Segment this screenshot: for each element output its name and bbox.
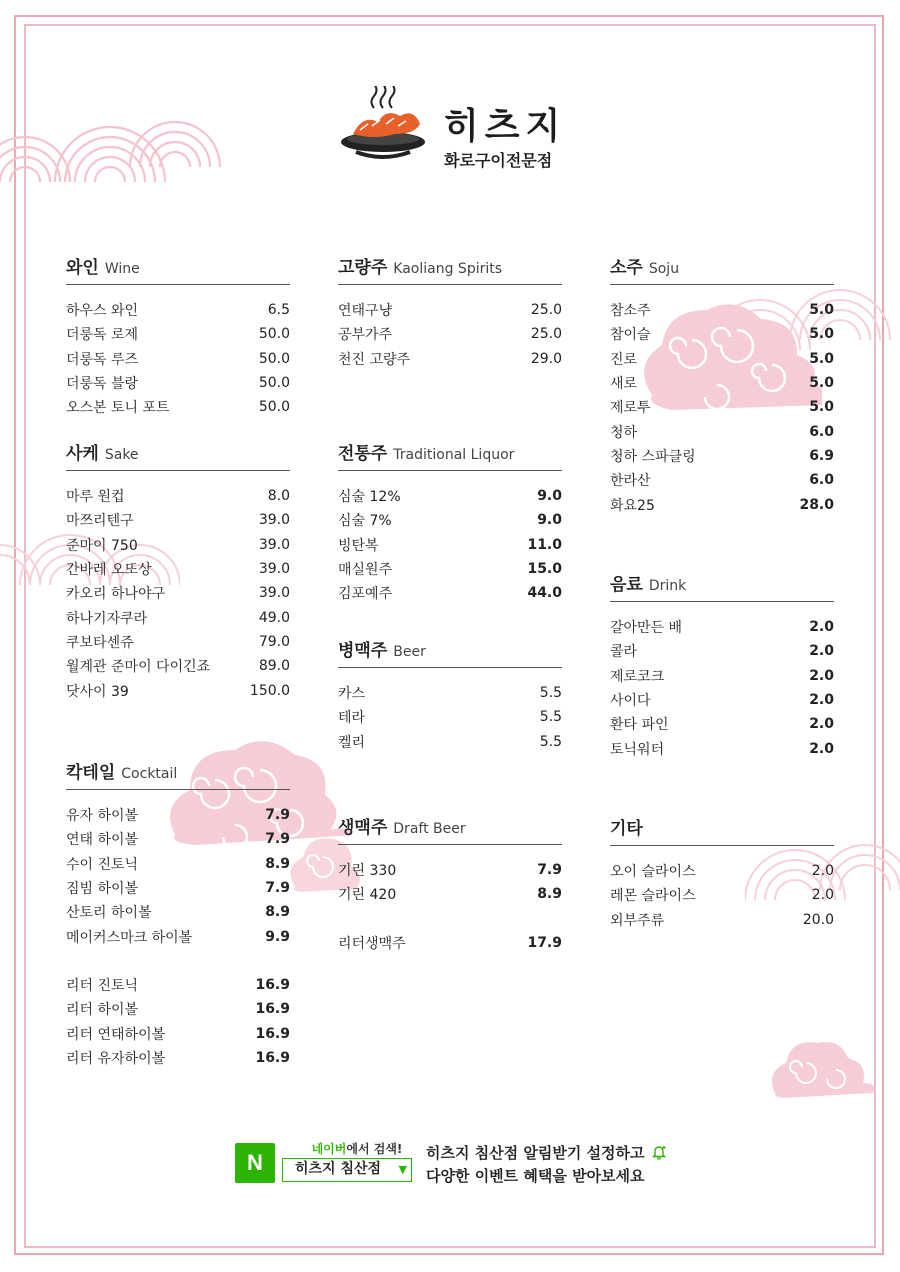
section-subtitle: Draft Beer: [393, 821, 466, 837]
menu-item: 월계관 준마이 다이긴죠 89.0: [66, 658, 290, 676]
section-subtitle: Kaoliang Spirits: [393, 261, 503, 277]
menu-item: 짐빔 하이볼 7.9: [66, 880, 290, 898]
menu-item: 오이 슬라이스 2.0: [610, 863, 834, 881]
brand-subtitle: 화로구이전문점: [444, 151, 553, 170]
menu-item: 제로코크 2.0: [610, 667, 834, 685]
menu-item: 닷사이 39 150.0: [66, 682, 290, 700]
promo-text: [426, 1142, 667, 1188]
menu-item: 참소주 5.0: [610, 302, 834, 320]
menu-item: 메이커스마크 하이볼 9.9: [66, 928, 290, 946]
brand-name: 히츠지: [444, 106, 567, 147]
section-title: 와인: [66, 258, 99, 278]
menu-item: 청하 스파클링 6.9: [610, 447, 834, 465]
menu-item: 산토리 하이볼 8.9: [66, 904, 290, 922]
menu-item: 제로투 5.0: [610, 399, 834, 417]
menu-item: 외부주류 20.0: [610, 911, 834, 929]
menu-item: 콜라 2.0: [610, 643, 834, 661]
menu-item: 준마이 750 39.0: [66, 536, 290, 554]
menu-item: 심술 7% 9.0: [338, 512, 562, 530]
promo-line-1: 히츠지 침산점 알림받기 설정하고: [426, 1144, 645, 1162]
section-draft-beer: [338, 813, 562, 955]
section-title: 칵테일: [66, 763, 116, 783]
dropdown-triangle-icon: ▼: [398, 1163, 407, 1176]
section-title: 전통주: [338, 444, 388, 464]
menu-item: 마루 원컵 8.0: [66, 488, 290, 506]
menu-item: 리터생맥주 17.9: [338, 934, 562, 952]
section-subtitle: Wine: [104, 261, 140, 277]
menu-item: 연태 하이볼 7.9: [66, 831, 290, 849]
section-subtitle: Sake: [104, 447, 139, 463]
menu-item: 더룽독 로제 50.0: [66, 326, 290, 344]
section-soju: [610, 253, 834, 517]
section-title: 고량주: [338, 258, 388, 278]
menu-item: 천진 고량주 29.0: [338, 350, 562, 368]
menu-item: 리터 유자하이볼 16.9: [66, 1049, 290, 1067]
naver-search-term: 히츠지 침산점: [295, 1161, 382, 1177]
menu-item: 공부가주 25.0: [338, 326, 562, 344]
section-title: 음료: [610, 575, 643, 595]
naver-search-label: 네이버에서 검색!: [311, 1142, 403, 1156]
section-kaoliang: [338, 253, 562, 371]
menu-item: 매실원주 15.0: [338, 561, 562, 579]
section-subtitle: Drink: [648, 578, 687, 594]
section-title: 기타: [610, 819, 643, 839]
section-beer: [338, 636, 562, 754]
section-title: 사케: [66, 444, 99, 464]
menu-item: 쿠보타센쥬 79.0: [66, 633, 290, 651]
menu-item: 화요25 28.0: [610, 496, 834, 514]
menu-item: 수이 진토닉 8.9: [66, 855, 290, 873]
promo-line-2: 다양한 이벤트 혜택을 받아보세요: [426, 1167, 645, 1185]
menu-item: 리터 연태하이볼 16.9: [66, 1025, 290, 1043]
wave-pattern-top-left: [0, 82, 225, 182]
section-subtitle: Soju: [648, 261, 680, 277]
section-etc: [610, 814, 834, 932]
menu-item: 갈아만든 배 2.0: [610, 619, 834, 637]
menu-item: 환타 파인 2.0: [610, 716, 834, 734]
menu-item: 하나기자쿠라 49.0: [66, 609, 290, 627]
menu-item: 간바레 오또상 39.0: [66, 561, 290, 579]
menu-item: 켈리 5.5: [338, 733, 562, 751]
menu-item: 테라 5.5: [338, 709, 562, 727]
menu-item: 레몬 슬라이스 2.0: [610, 887, 834, 905]
menu-item: 리터 하이볼 16.9: [66, 1001, 290, 1019]
menu-item: 연태구냥 25.0: [338, 302, 562, 320]
menu-item: 참이슬 5.0: [610, 326, 834, 344]
menu-item: 더룽독 루즈 50.0: [66, 350, 290, 368]
menu-item: 진로 5.0: [610, 350, 834, 368]
menu-item: 김포예주 44.0: [338, 585, 562, 603]
section-title: 병맥주: [338, 641, 388, 661]
menu-item: 청하 6.0: [610, 423, 834, 441]
section-subtitle: Beer: [393, 644, 426, 660]
section-cocktail: [66, 758, 290, 1070]
naver-logo-icon: N: [235, 1143, 275, 1183]
menu-item: 새로 5.0: [610, 375, 834, 393]
section-wine: [66, 253, 290, 419]
menu-item: 유자 하이볼 7.9: [66, 807, 290, 825]
cloud-decoration-bottom-right: [768, 1035, 878, 1110]
section-subtitle: Cocktail: [121, 766, 178, 782]
naver-search-box[interactable]: [282, 1158, 412, 1182]
section-traditional-liquor: [338, 439, 562, 605]
menu-item: 빙탄복 11.0: [338, 536, 562, 554]
bell-icon: [651, 1144, 667, 1160]
menu-item: 토닉워터 2.0: [610, 740, 834, 758]
menu-item: 마쯔리텐구 39.0: [66, 512, 290, 530]
menu-item: 오스본 토니 포트 50.0: [66, 399, 290, 417]
menu-item: 기린 420 8.9: [338, 886, 562, 904]
section-sake: [66, 439, 290, 703]
menu-item: 더룽독 블랑 50.0: [66, 375, 290, 393]
section-title: 생맥주: [338, 818, 388, 838]
menu-item: 기린 330 7.9: [338, 862, 562, 880]
menu-item: 카스 5.5: [338, 685, 562, 703]
section-title: 소주: [610, 258, 643, 278]
menu-item: 사이다 2.0: [610, 692, 834, 710]
menu-item: 심술 12% 9.0: [338, 488, 562, 506]
menu-item: 하우스 와인 6.5: [66, 302, 290, 320]
menu-item: 한라산 6.0: [610, 472, 834, 490]
menu-item: 카오리 하나야구 39.0: [66, 585, 290, 603]
section-drink: [610, 570, 834, 761]
section-subtitle: Traditional Liquor: [393, 447, 515, 463]
naver-promo: [232, 1138, 692, 1188]
menu-item: 리터 진토닉 16.9: [66, 976, 290, 994]
